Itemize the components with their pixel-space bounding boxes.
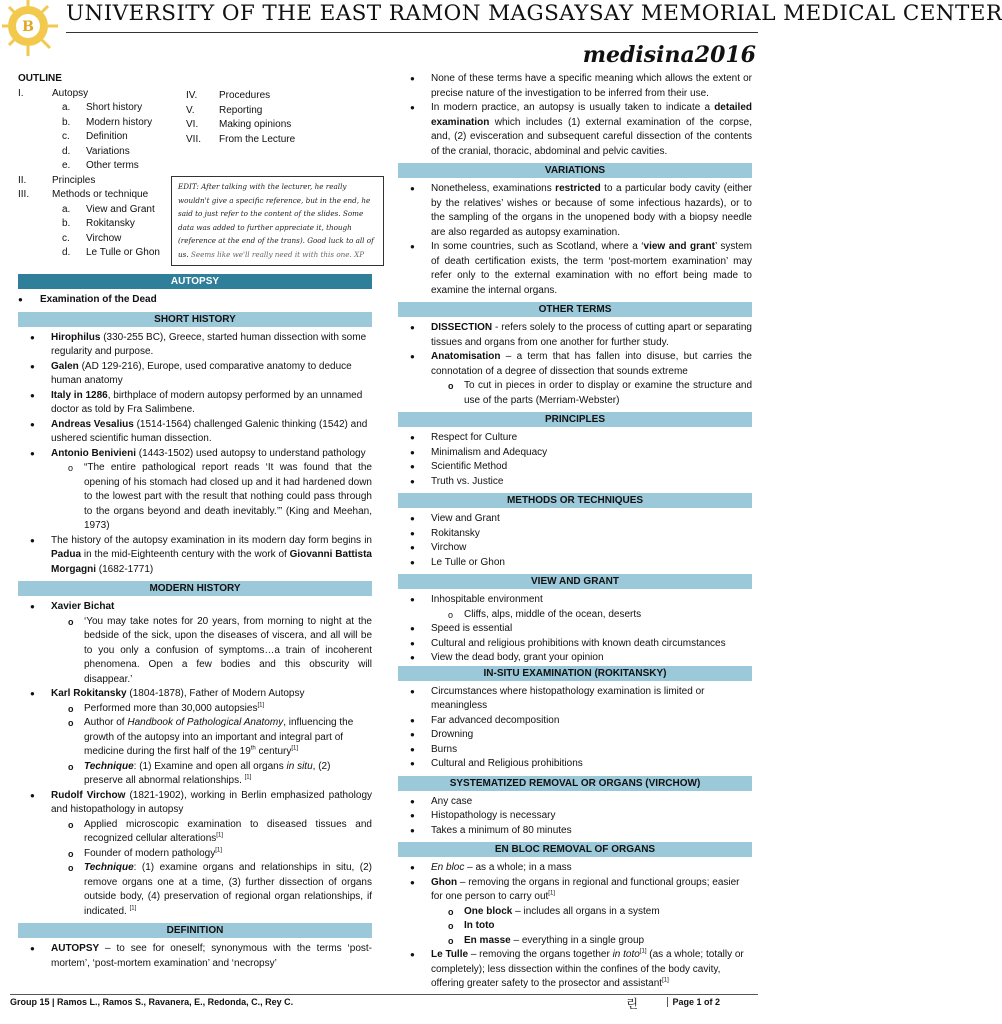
term-en-masse: En masse [464, 934, 511, 946]
ordinal-suffix: th [250, 745, 256, 752]
anatomisation-sub: To cut in pieces in order to display or examine the structure and use of the parts (Merriam-Webster) [464, 380, 752, 406]
list-item [398, 622, 752, 637]
detailed-examination: detailed examination [431, 102, 752, 128]
in-situ: in situ [286, 760, 313, 772]
term-ghon: Ghon [431, 876, 458, 888]
principle-item: Minimalism and Adequacy [431, 446, 548, 458]
outline-number: c. [62, 232, 70, 244]
outline-subentry [18, 159, 188, 174]
list-item [398, 431, 752, 446]
outline-number: b. [62, 218, 71, 229]
rokitansky-point: Author of [84, 717, 128, 728]
list-item [398, 72, 752, 101]
svg-text:medisina2016: medisina2016 [582, 42, 756, 68]
variations-text: In some countries, such as Scotland, where a ‘ [431, 241, 644, 252]
reference-mark: [1] [548, 890, 555, 897]
virchow-point: : (1) examine organs and relationships in situ, (2) remove organs one at a time, (3) further dissection of organs outside body, (4) preservation of regional organ relationships, if indicated. [84, 862, 372, 917]
intro-text: None of these terms have a specific meaning which allows the extent or precise nature of the investigation to be inferred from their use. [431, 73, 752, 99]
list-item [18, 716, 372, 760]
list-item [398, 182, 752, 240]
name-benivieni: Antonio Benivieni [51, 447, 136, 459]
outline-label: Making opinions [219, 119, 292, 130]
term-in-toto: In toto [464, 920, 495, 931]
text-italy: , birthplace of modern autopsy performed by an unnamed doctor as told by Fra Salimbene. [51, 389, 363, 415]
rokitansky-point: , influencing the growth of the autopsy into an important and integral part of medicine during the first half of the 19 [84, 717, 354, 757]
term-dissection: DISSECTION [431, 322, 493, 333]
outline-label: Le Tulle or Ghon [86, 247, 160, 258]
outline-label: Reporting [219, 104, 263, 116]
view-and-grant: view and grant [643, 241, 715, 252]
list-item [398, 809, 752, 824]
list-item [398, 593, 752, 622]
le-tulle-text: – removing the organs together [468, 949, 613, 960]
methods-list [398, 512, 752, 570]
in-situ-item: Drowning [431, 729, 474, 740]
name-rokitansky: Karl Rokitansky [51, 688, 127, 699]
restricted: restricted [555, 183, 601, 194]
ghon-text: – removing the organs in regional and functional groups; easier for one person to carry out [431, 876, 740, 902]
svg-text:B: B [22, 19, 34, 35]
view-grant-item: Cultural and religious prohibitions with known death circumstances [431, 637, 726, 649]
outline-subentry [18, 130, 188, 145]
in-situ-item: Circumstances where histopathology examination is limited or meaningless [431, 685, 705, 711]
term-en-bloc: En bloc [431, 862, 465, 873]
list-item [18, 687, 372, 789]
name-galen: Galen [51, 360, 79, 372]
text-rokitansky: (1804-1878), Father of Modern Autopsy [126, 688, 305, 699]
left-column [18, 72, 372, 971]
university-seal-logo [0, 0, 60, 60]
dissection-text: - refers solely to the process of cutting apart or separating tissues and organs from one another for further study. [431, 322, 752, 348]
outline-subentry [18, 232, 188, 247]
section-header-principles: PRINCIPLES [398, 412, 752, 427]
outline-entry [186, 104, 356, 119]
outline-label: From the Lecture [219, 133, 296, 145]
outline-entry [18, 174, 188, 189]
list-item [398, 101, 752, 159]
padua: Padua [51, 549, 82, 560]
term-autopsy: AUTOPSY [51, 943, 100, 954]
variations-text: to a particular body cavity (either by the relatives’ wishes or because of some infectious hazards), or to the sampling of the organs in the unopened body with a biopsy needle are also regarded as autopsy examination. [431, 183, 752, 238]
section-header-short-history: SHORT HISTORY [18, 312, 372, 327]
outline-label: Definition [86, 131, 128, 142]
list-item [18, 461, 372, 534]
outline-number: VII. [186, 133, 202, 145]
outline-label: Virchow [86, 232, 122, 244]
university-name: UNIVERSITY OF THE EAST RAMON MAGSAYSAY MEMORIAL MEDICAL CENTER [66, 1, 1002, 26]
reference-mark: [1] [244, 774, 252, 781]
list-item [18, 360, 372, 389]
technique-label: Technique [84, 862, 134, 873]
method-item: Le Tulle or Ghon [431, 556, 505, 568]
name-hirophilus: Hirophilus [51, 331, 101, 343]
outline-number: d. [62, 145, 71, 157]
list-item [398, 460, 752, 475]
reference-mark: [1] [257, 702, 265, 709]
principle-item: Scientific Method [431, 461, 508, 472]
list-item [18, 534, 372, 578]
en-masse-text: – everything in a single group [510, 934, 645, 946]
outline-label: Short history [86, 102, 143, 113]
list-item [18, 702, 372, 717]
outline-label: Principles [52, 174, 96, 186]
reference-mark: [1] [215, 847, 222, 854]
list-item [18, 615, 372, 688]
list-item [398, 934, 752, 949]
virchow-removal-item: Takes a minimum of 80 minutes [431, 824, 572, 836]
definition-text: – to see for oneself; synonymous with the terms ‘post-mortem’, ‘post-mortem examination’ and ‘necropsy’ [51, 943, 372, 969]
virchow-removal-list [398, 795, 752, 839]
page-number: Page 1 of 2 [667, 997, 720, 1007]
page-footer [0, 994, 768, 1024]
section-header-view-and-grant: VIEW AND GRANT [398, 574, 752, 589]
name-virchow: Rudolf Virchow [51, 789, 126, 801]
list-item [18, 293, 372, 308]
rokitansky-point: Performed more than 30,000 autopsies [84, 702, 258, 714]
section-header-variations: VARIATIONS [398, 163, 752, 178]
outline-label: Variations [86, 145, 130, 157]
morgagni-text: The history of the autopsy examination in its modern day form begins in [51, 534, 372, 546]
outline-subentry [18, 101, 188, 116]
section-header-autopsy: AUTOPSY [18, 274, 372, 289]
reference-mark: [1] [639, 948, 647, 955]
group-members: Group 15 | Ramos L., Ramos S., Ravanera, E., Redonda, C., Rey C. [10, 997, 294, 1007]
list-item [398, 350, 752, 408]
virchow-point: Founder of modern pathology [84, 847, 216, 859]
list-item [398, 527, 752, 542]
term-one-block: One block [464, 905, 513, 917]
text-hirophilus: (330-255 BC), Greece, started human dissection with some regularity and purpose. [51, 331, 367, 357]
outline-number: d. [62, 247, 71, 258]
outline-entry [18, 188, 188, 203]
list-item [398, 757, 752, 772]
list-item [398, 905, 752, 920]
reference-mark: [1] [129, 905, 137, 912]
list-item [398, 651, 752, 666]
outline-number: VI. [186, 119, 199, 130]
one-block-text: – includes all organs in a system [512, 905, 660, 917]
outline-number: a. [62, 203, 71, 215]
outline-right-list [186, 89, 356, 147]
in-situ-item: Far advanced decomposition [431, 714, 560, 726]
list-item [18, 942, 372, 971]
outline-subentry [18, 246, 188, 261]
morgagni-text: in the mid-Eighteenth century with the work of [81, 549, 290, 560]
outline-number: II. [18, 174, 27, 186]
autopsy-item: Examination of the Dead [40, 294, 157, 305]
list-item [398, 728, 752, 743]
in-toto: in toto [612, 949, 640, 960]
method-item: Rokitansky [431, 527, 480, 539]
in-situ-item: Cultural and Religious prohibitions [431, 758, 583, 769]
outline-label: Methods or technique [52, 189, 149, 200]
list-item [398, 541, 752, 556]
outline-number: III. [18, 189, 30, 200]
list-item [18, 447, 372, 534]
view-grant-item: View the dead body, grant your opinion [431, 652, 604, 663]
edit-note-tail: Seems like we'll really need it with this one. XP [190, 249, 365, 259]
outline-label: View and Grant [86, 203, 155, 215]
bichat-quote: ‘You may take notes for 20 years, from morning to night at the bedside of the sick, upon the diseases of viscera, and all will be to you only a confusion of symptoms…a train of incoherent phenomena. Open a few bodies and this obscurity will disappear.’ [84, 615, 372, 685]
outline-subentry [18, 203, 188, 218]
variations-text: ’ system of death certification exists, the term ‘post-mortem examination’ may refer only to the external examination with no effort being made to examine the internal organs. [431, 241, 752, 296]
reference-mark: [1] [291, 745, 299, 752]
text-galen: (AD 129-216), Europe, used comparative anatomy to deduce human anatomy [51, 360, 352, 386]
outline-number: a. [62, 102, 71, 113]
section-header-en-bloc: EN BLOC REMOVAL OF ORGANS [398, 842, 752, 857]
outline-number: V. [186, 104, 195, 116]
reference-mark: [1] [662, 977, 669, 984]
list-item [18, 789, 372, 920]
morgagni-text: (1682-1771) [96, 563, 154, 575]
book-title: Handbook of Pathological Anatomy [127, 717, 284, 728]
le-tulle-text: (as a whole; totally or completely); less dissection within the confines of the body cavity, offering greater safety to the prosector and assistant [431, 949, 744, 989]
list-item [18, 389, 372, 418]
list-item [398, 743, 752, 758]
edit-note-box [171, 176, 384, 266]
virchow-point: Applied microscopic examination to diseased tissues and recognized cellular alterations [84, 818, 372, 844]
edit-note: EDIT: After talking with the lecturer, he really wouldn't give a specific reference, but in the end, he said to just refer to the content of the slides. Some data was added to further appreciate it, though (reference at the end of the trans). Good luck to all of us. [178, 182, 374, 259]
rokitansky-point: , (2) preserve all abnormal relationships. [84, 760, 331, 786]
list-item [18, 331, 372, 360]
view-grant-sub: Cliffs, alps, middle of the ocean, deserts [464, 608, 642, 620]
outline-subentry [18, 116, 188, 131]
method-item: View and Grant [431, 513, 500, 524]
list-item [398, 685, 752, 714]
list-item [398, 948, 752, 992]
in-situ-item: Burns [431, 743, 458, 755]
list-item [398, 714, 752, 729]
principle-item: Respect for Culture [431, 432, 518, 443]
rokitansky-point: century [255, 746, 292, 757]
rokitansky-point: : (1) Examine and open all organs [133, 760, 287, 772]
anatomisation-text: – a term that has fallen into disuse, but carries the connotation of a degree of dissection that sounds extreme [431, 351, 752, 377]
list-item [398, 637, 752, 652]
variations-text: Nonetheless, examinations [431, 183, 556, 194]
text-virchow: (1821-1902), working in Berlin emphasized pathology and histopathology in autopsy [51, 789, 373, 815]
outline-entry [186, 133, 356, 148]
list-item [398, 608, 752, 623]
list-item [398, 824, 752, 839]
outline-entry [186, 89, 356, 104]
text-vesalius: (1514-1564) challenged Galenic thinking (1542) and ushered scientific human dissection. [51, 418, 368, 444]
name-italy: Italy in 1286 [51, 389, 108, 401]
outline [18, 72, 372, 270]
outline-entry [18, 87, 188, 102]
name-vesalius: Andreas Vesalius [51, 418, 134, 430]
en-bloc-text: – as a whole; in a mass [464, 862, 572, 873]
right-column [398, 72, 752, 992]
reference-mark: [1] [216, 832, 223, 839]
outline-subentry [18, 145, 188, 160]
virchow-removal-item: Any case [431, 795, 473, 807]
list-item [398, 556, 752, 571]
principles-list [398, 431, 752, 489]
outline-entry [186, 118, 356, 133]
list-item [398, 861, 752, 876]
list-item [398, 321, 752, 350]
outline-number: I. [18, 87, 24, 99]
outline-subentry [18, 217, 188, 232]
list-item [18, 418, 372, 447]
virchow-removal-item: Histopathology is necessary [431, 810, 556, 821]
list-item [398, 876, 752, 949]
section-header-other-terms: OTHER TERMS [398, 302, 752, 317]
list-item [398, 446, 752, 461]
outline-left-list [18, 72, 188, 261]
list-item [398, 379, 752, 408]
list-item [398, 512, 752, 527]
name-morgagni: Giovanni Battista Morgagni [51, 549, 372, 575]
list-item [398, 475, 752, 490]
outline-title: OUTLINE [18, 73, 62, 84]
list-item [18, 760, 372, 789]
outline-label: Procedures [219, 90, 271, 101]
section-header-definition: DEFINITION [18, 923, 372, 938]
outline-label: Rokitansky [86, 218, 135, 229]
medisina-logo [582, 36, 758, 70]
section-header-methods: METHODS OR TECHNIQUES [398, 493, 752, 508]
list-item [398, 240, 752, 298]
name-bichat: Xavier Bichat [51, 601, 115, 612]
principle-item: Truth vs. Justice [431, 475, 504, 487]
term-anatomisation: Anatomisation [431, 351, 501, 362]
technique-label: Technique [84, 760, 134, 772]
intro-text: In modern practice, an autopsy is usually taken to indicate a [431, 102, 715, 113]
outline-number: e. [62, 160, 71, 171]
method-item: Virchow [431, 542, 467, 553]
term-le-tulle: Le Tulle [431, 949, 469, 960]
header-rule [66, 32, 758, 33]
list-item [18, 600, 372, 687]
view-grant-item: Inhospitable environment [431, 594, 543, 605]
list-item [18, 818, 372, 847]
outline-number: IV. [186, 90, 198, 101]
section-header-virchow-removal: SYSTEMATIZED REMOVAL OR ORGANS (VIRCHOW) [398, 776, 752, 791]
outline-label: Other terms [86, 160, 139, 171]
benivieni-quote: “The entire pathological report reads ‘It was found that the opening of his stomach had closed up and it had hardened down to the lowest part with the result that nothing could pass through to the organs beyond and death inevitably.’” (King and Meehan, 1973) [84, 462, 372, 531]
section-header-in-situ: IN-SITU EXAMINATION (ROKITANSKY) [398, 666, 752, 681]
footer-rule [10, 994, 758, 995]
section-header-modern-history: MODERN HISTORY [18, 581, 372, 596]
view-grant-item: Speed is essential [431, 623, 513, 634]
outline-label: Autopsy [52, 87, 89, 99]
outline-label: Modern history [86, 116, 153, 128]
outline-number: c. [62, 131, 70, 142]
outline-number: b. [62, 116, 71, 128]
text-benivieni: (1443-1502) used autopsy to understand pathology [136, 447, 366, 459]
list-item [18, 847, 372, 862]
list-item [398, 795, 752, 810]
list-item [398, 919, 752, 934]
intro-text: which includes (1) external examination of the corpse, and, (2) evisceration and subsequent careful dissection of the contents of the cranial, thoracic, abdominal and pelvic cavities. [431, 116, 752, 157]
list-item [18, 861, 372, 919]
in-situ-list [398, 685, 752, 772]
footer-mark: 린 [626, 997, 638, 1011]
